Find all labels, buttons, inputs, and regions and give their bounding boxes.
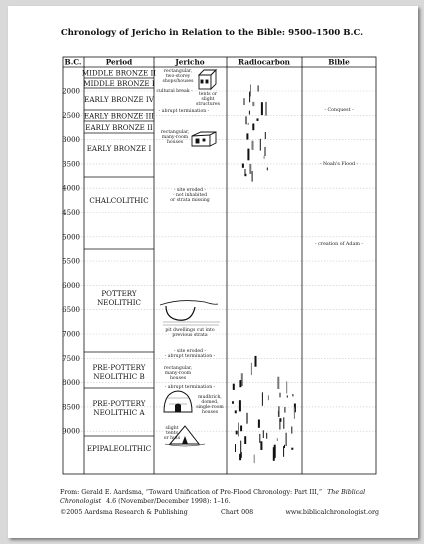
radiocarbon-bar — [249, 92, 250, 103]
year-label: 2000 — [62, 87, 80, 96]
radiocarbon-bar — [258, 85, 259, 91]
jericho-note: many-room — [161, 135, 189, 140]
jericho-note: many-room — [164, 371, 192, 376]
jericho-note: rectangular, — [163, 69, 193, 74]
journal-name: Chronologist — [60, 498, 102, 505]
radiocarbon-bar — [264, 156, 265, 159]
header-jericho: Jericho — [175, 57, 205, 67]
radiocarbon-bar — [283, 446, 284, 457]
radiocarbon-bar — [283, 417, 284, 429]
radiocarbon-bar — [286, 433, 287, 446]
year-label: 2500 — [62, 111, 80, 120]
radiocarbon-bar — [244, 436, 246, 444]
citation-prefix: From: Gerald E. Aardsma, “Toward Unification of Pre-Flood Chronology: Part III,” — [60, 489, 323, 496]
jericho-note: - site eroded - — [173, 349, 207, 354]
jericho-note: houses — [201, 410, 219, 415]
radiocarbon-bar — [277, 438, 278, 441]
citation-detail: 4.6 (November/December 1998): 1–16. — [106, 498, 231, 505]
jericho-note: rectangular, — [163, 366, 193, 371]
radiocarbon-bar — [265, 132, 266, 139]
year-label: 6500 — [62, 306, 80, 315]
radiocarbon-bar — [258, 420, 260, 428]
radiocarbon-bar — [244, 174, 246, 176]
radiocarbon-bar — [263, 430, 264, 438]
jericho-note: slight — [165, 426, 179, 431]
radiocarbon-bar — [274, 445, 276, 458]
jericho-note: previous strata — [172, 333, 208, 338]
radiocarbon-bar — [259, 434, 260, 443]
radiocarbon-bar — [246, 413, 248, 424]
radiocarbon-bar — [267, 168, 268, 171]
chart-number: Chart 008 — [221, 509, 254, 516]
year-label: 4000 — [62, 184, 80, 193]
jericho-note: tents or — [198, 92, 218, 97]
chart-title: Chronology of Jericho in Relation to the Bible: 9500–1500 B.C. — [60, 28, 364, 38]
radiocarbon-date-bars — [232, 85, 296, 464]
radiocarbon-bar — [232, 401, 234, 403]
period-early-bronze-iii: EARLY BRONZE III — [83, 111, 155, 121]
jericho-note: rectangular, — [160, 130, 190, 135]
jericho-note: houses — [166, 140, 184, 145]
jericho-note: slight — [201, 97, 215, 102]
period-middle-bronze-i: MIDDLE BRONZE I — [83, 79, 155, 88]
radiocarbon-bar — [235, 410, 237, 413]
radiocarbon-bar — [252, 171, 253, 182]
jericho-note: two-storey — [165, 74, 191, 79]
radiocarbon-bar — [260, 441, 262, 450]
radiocarbon-bar — [260, 139, 261, 151]
jericho-note: tents — [166, 431, 178, 436]
jericho-note: structures — [195, 102, 221, 107]
radiocarbon-bar — [294, 407, 295, 419]
period-chalcolithic: CHALCOLITHIC — [89, 196, 149, 205]
year-label: 9000 — [62, 427, 80, 436]
period-early-bronze-iv: EARLY BRONZE IV — [84, 95, 154, 104]
period-ppnb: PRE-POTTERY — [92, 363, 146, 372]
radiocarbon-bar — [239, 400, 241, 411]
radiocarbon-bar — [278, 406, 279, 417]
radiocarbon-bar — [255, 356, 257, 367]
radiocarbon-bar — [252, 141, 254, 150]
jericho-note: - abrupt termination - — [164, 354, 216, 359]
period-pottery-neolithic: POTTERY — [101, 289, 137, 298]
header-radiocarbon: Radiocarbon — [238, 57, 290, 67]
header-bible: Bible — [328, 57, 350, 67]
radiocarbon-bar — [240, 426, 242, 432]
radiocarbon-bar — [265, 147, 266, 156]
bible-note-conquest: - Conquest - — [324, 108, 354, 113]
jericho-note: single-room — [196, 405, 224, 410]
year-label: 8000 — [62, 379, 80, 388]
radiocarbon-bar — [254, 455, 255, 464]
radiocarbon-bar — [261, 102, 263, 115]
radiocarbon-bar — [280, 393, 281, 398]
jericho-note: domed, — [201, 400, 219, 405]
header-period: Period — [105, 57, 133, 67]
radiocarbon-bar — [250, 85, 251, 97]
citation-line — [60, 489, 365, 496]
jericho-note: pit dwellings cut into — [165, 328, 215, 333]
radiocarbon-bar — [245, 116, 247, 124]
radiocarbon-bar — [292, 394, 293, 396]
year-label: 8500 — [62, 403, 80, 412]
radiocarbon-bar — [249, 111, 250, 115]
radiocarbon-bar — [244, 98, 245, 105]
radiocarbon-bar — [291, 448, 293, 450]
jericho-note: shops/houses — [162, 79, 194, 84]
radiocarbon-bar — [291, 427, 292, 434]
radiocarbon-bar — [284, 445, 285, 448]
radiocarbon-bar — [266, 433, 267, 439]
year-label: 6000 — [62, 281, 80, 290]
period-epipaleolithic: EPIPALEOLITHIC — [86, 444, 152, 453]
radiocarbon-bar — [266, 102, 267, 116]
radiocarbon-bar — [242, 164, 244, 168]
jericho-note: - abrupt termination - — [158, 109, 210, 114]
period-middle-bronze-ii: MIDDLE BRONZE II — [81, 68, 157, 78]
radiocarbon-bar — [252, 124, 254, 131]
period-ppna: NEOLITHIC A — [93, 408, 145, 417]
radiocarbon-bar — [241, 452, 242, 458]
radiocarbon-bar — [277, 377, 279, 389]
year-label: 7000 — [62, 330, 80, 339]
radiocarbon-bar — [248, 151, 249, 154]
radiocarbon-bar — [240, 441, 241, 454]
copyright: ©2005 Aardsma Research & Publishing — [60, 509, 188, 516]
radiocarbon-bar — [279, 420, 280, 430]
jericho-note: - cultural break - — [153, 89, 193, 94]
period-ppna: PRE-POTTERY — [92, 399, 146, 408]
period-early-bronze-i: EARLY BRONZE I — [86, 144, 152, 153]
radiocarbon-bar — [262, 392, 263, 406]
year-label: 5000 — [62, 233, 80, 242]
flat-house-icon — [192, 132, 216, 146]
year-axis — [62, 88, 80, 436]
radiocarbon-bar — [286, 381, 287, 393]
radiocarbon-bar — [247, 149, 249, 161]
radiocarbon-bar — [233, 384, 235, 390]
year-label: 3000 — [62, 136, 80, 145]
radiocarbon-bar — [239, 380, 241, 387]
jericho-note: - not inhabited — [172, 193, 208, 198]
radiocarbon-bar — [235, 444, 236, 452]
bible-note-flood: - Noah's Flood - — [319, 162, 359, 167]
radiocarbon-bar — [268, 395, 269, 400]
radiocarbon-bar — [287, 395, 288, 397]
year-label: 5500 — [62, 257, 80, 266]
radiocarbon-bar — [257, 118, 259, 121]
radiocarbon-bar — [284, 407, 285, 413]
journal-name: The Biblical — [327, 489, 366, 496]
radiocarbon-bar — [249, 164, 251, 174]
jericho-note: or strata missing — [170, 198, 210, 203]
period-early-bronze-ii: EARLY BRONZE II — [85, 123, 153, 132]
jericho-note: or huts — [163, 436, 181, 441]
radiocarbon-bar — [238, 423, 239, 437]
radiocarbon-bar — [251, 363, 252, 375]
jericho-note: mudbrick, — [198, 395, 222, 400]
bible-note-adam: - creation of Adam - — [314, 242, 364, 247]
domed-house-icon — [164, 391, 192, 412]
header-bc: B.C. — [64, 57, 82, 67]
pit-dwelling-icon — [160, 301, 220, 325]
period-ppnb: NEOLITHIC B — [93, 372, 145, 381]
year-label: 7500 — [62, 354, 80, 363]
website-link[interactable]: www.biblicalchronologist.org — [285, 509, 379, 516]
year-label: 4500 — [62, 209, 80, 217]
period-pottery-neolithic: NEOLITHIC — [97, 298, 141, 307]
radiocarbon-bar — [248, 123, 249, 125]
citation-line-2 — [60, 498, 231, 505]
jericho-note: - abrupt termination - — [164, 385, 216, 390]
jericho-note: houses — [169, 376, 187, 381]
radiocarbon-bar — [246, 133, 248, 139]
two-storey-house-icon — [199, 70, 216, 89]
year-label: 3500 — [62, 160, 80, 169]
radiocarbon-bar — [252, 102, 254, 106]
jericho-note: - site eroded - — [173, 188, 207, 193]
radiocarbon-bar — [236, 431, 238, 435]
